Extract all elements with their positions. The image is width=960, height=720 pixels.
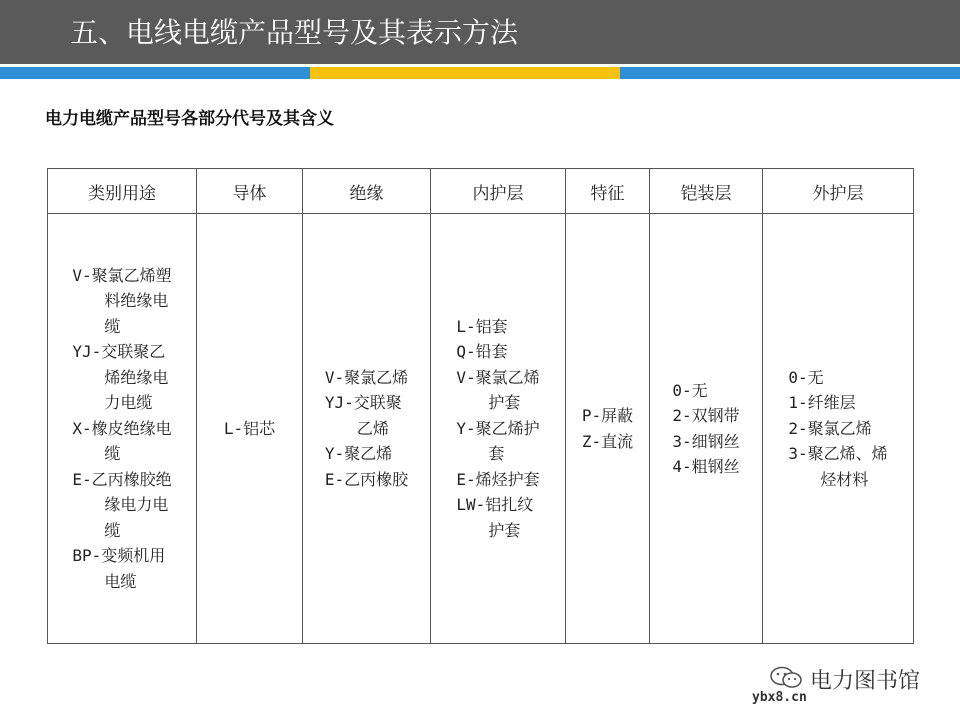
cell-line: LW-铝扎纹	[456, 495, 534, 515]
cell-line: P-屏蔽	[581, 406, 634, 425]
accent-stripe-right	[620, 67, 960, 79]
cell-line: V-聚氯乙烯	[456, 367, 540, 387]
cell-line: 套	[488, 444, 505, 464]
cell-conductor	[197, 214, 303, 644]
cell-armor-layer	[650, 214, 763, 644]
cell-lines	[582, 403, 633, 454]
cell-line: 烯绝缘电	[104, 367, 169, 387]
cell-inner-sheath	[431, 214, 566, 644]
cell-line: 3-细钢丝	[672, 431, 740, 451]
cell-line: L-铝套	[456, 316, 508, 336]
cell-lines	[72, 263, 171, 595]
cell-line: 乙烯	[356, 418, 389, 438]
cell-line: 4-粗钢丝	[672, 457, 740, 476]
cell-line: 缆	[104, 520, 121, 540]
cell-line: 0-无	[788, 367, 824, 387]
header-armor-layer: 铠装层	[650, 169, 763, 214]
accent-stripe-middle	[310, 67, 620, 79]
watermark-site: ybx8.cn	[752, 690, 807, 705]
table-header-row	[48, 169, 914, 214]
cell-line: V-聚氯乙烯	[324, 367, 409, 387]
cell-feature	[566, 214, 650, 644]
cell-line: 烃材料	[820, 469, 869, 489]
slide-title: 五、电线电缆产品型号及其表示方法	[70, 16, 519, 49]
cell-insulation	[303, 214, 431, 644]
cell-line: 3-聚乙烯、烯	[788, 444, 888, 464]
cell-line: YJ-交联聚乙	[72, 342, 166, 362]
cell-category-usage	[48, 214, 197, 644]
cell-outer-sheath	[763, 214, 914, 644]
cell-line: 2-双钢带	[672, 406, 740, 425]
cell-lines	[224, 416, 275, 442]
cell-lines	[456, 314, 539, 544]
cell-line: 护套	[488, 520, 521, 540]
header-inner-sheath: 内护层	[431, 169, 566, 214]
slide-subtitle: 电力电缆产品型号各部分代号及其含义	[45, 109, 334, 129]
watermark-text: 电力图书馆	[810, 669, 921, 694]
cell-line: 电缆	[104, 571, 137, 591]
header-conductor: 导体	[197, 169, 303, 214]
cell-line: YJ-交联聚	[324, 393, 402, 413]
header-insulation: 绝缘	[303, 169, 431, 214]
cell-line: Q-铅套	[456, 342, 508, 362]
cell-line: BP-变频机用	[72, 546, 166, 566]
cell-line: 缆	[104, 444, 121, 464]
cell-lines	[788, 365, 887, 493]
cell-line: 缘电力电	[104, 495, 169, 515]
table-body-row	[48, 214, 914, 644]
title-bar	[0, 0, 960, 64]
cell-line: E-烯烃护套	[456, 469, 540, 489]
cell-line: 1-纤维层	[788, 393, 856, 413]
cell-lines	[672, 378, 739, 480]
cell-line: Y-聚乙烯	[324, 444, 393, 464]
accent-stripe-left	[0, 67, 310, 79]
cable-model-table	[47, 168, 914, 644]
cell-line: E-乙丙橡胶	[324, 469, 409, 489]
cell-line: X-橡皮绝缘电	[72, 418, 172, 438]
cell-line: 护套	[488, 393, 521, 413]
cell-line: 力电缆	[104, 393, 153, 413]
cell-line: L-铝芯	[223, 418, 276, 438]
cell-line: 缆	[104, 316, 121, 336]
cell-line: Y-聚乙烯护	[456, 418, 540, 438]
cell-line: 料绝缘电	[104, 291, 169, 311]
wechat-icon	[768, 666, 806, 690]
header-category-usage: 类别用途	[48, 169, 197, 214]
cell-line: Z-直流	[581, 431, 634, 451]
cell-lines	[325, 365, 408, 493]
cell-line: V-聚氯乙烯塑	[72, 265, 172, 285]
cell-line: 2-聚氯乙烯	[788, 418, 872, 438]
cell-line: 0-无	[672, 380, 708, 400]
cell-line: E-乙丙橡胶绝	[72, 469, 172, 489]
header-feature: 特征	[566, 169, 650, 214]
header-outer-sheath: 外护层	[763, 169, 914, 214]
